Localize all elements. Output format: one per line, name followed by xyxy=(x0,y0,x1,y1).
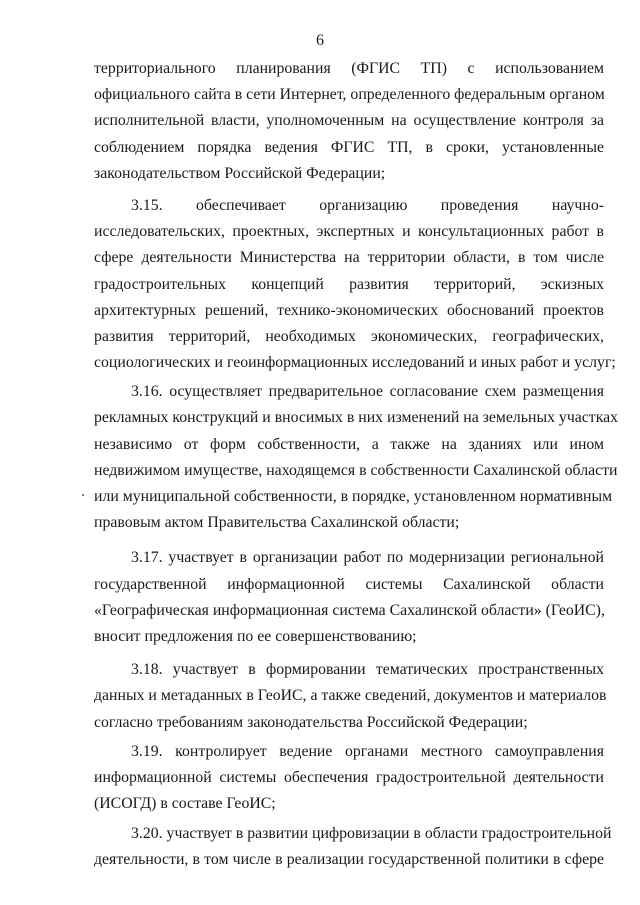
paragraph-3-15 xyxy=(94,193,616,376)
text-line: согласно требованиям законодательства Российской Федерации; xyxy=(94,713,528,731)
text-line: исследовательских, проектных, экспертных и консультационных работ в xyxy=(94,223,604,241)
paragraph-3-19 xyxy=(94,739,604,818)
text-line: территориального планирования (ФГИС ТП) с использованием xyxy=(94,60,604,77)
text-line: 3.15. обеспечивает организацию проведения научно- xyxy=(131,196,604,214)
text-line: сфере деятельности Министерства на территории области, в том числе xyxy=(94,249,604,267)
paragraph-3-18 xyxy=(94,657,607,736)
text-line: 3.18. участвует в формировании тематических пространственных xyxy=(131,661,604,679)
paragraph-3-20 xyxy=(94,821,612,873)
text-line: недвижимом имуществе, находящемся в собственности Сахалинской области xyxy=(94,461,618,479)
text-line: или муниципальной собственности, в порядке, установленном нормативным xyxy=(94,488,613,505)
paragraph-3-17 xyxy=(94,545,604,650)
text-line: 3.17. участвует в организации работ по модернизации региональной xyxy=(131,549,604,567)
text-line: деятельности, в том числе в реализации государственной политики в сфере xyxy=(94,851,604,869)
text-line: социологических и геоинформационных исследований и иных работ и услуг; xyxy=(94,354,616,372)
scan-speck xyxy=(82,494,84,496)
text-line: данных и метаданных в ГеоИС, а также сведений, документов и материалов xyxy=(94,687,607,705)
paragraph-3-16 xyxy=(94,379,619,536)
text-line: 3.20. участвует в развитии цифровизации в области градостроительной xyxy=(131,825,612,843)
text-line: вносит предложения по ее совершенствованию; xyxy=(94,627,417,645)
text-line: исполнительной власти, уполномоченным на осуществление контроля за xyxy=(94,112,604,130)
text-line: архитектурных решений, технико-экономических обоснований проектов xyxy=(94,301,604,319)
text-line: рекламных конструкций и вносимых в них изменений на земельных участках xyxy=(94,409,619,427)
text-line: 3.19. контролирует ведение органами местного самоуправления xyxy=(131,742,604,760)
text-line: соблюдением порядка ведения ФГИС ТП, в сроки, установленные xyxy=(94,138,604,156)
text-line: независимо от форм собственности, а также на зданиях или ином xyxy=(94,435,604,453)
text-line: градостроительных концепций развития территорий, эскизных xyxy=(94,275,604,293)
text-line: государственной информационной системы Сахалинской области xyxy=(94,575,604,593)
text-line: законодательством Российской Федерации; xyxy=(94,164,386,182)
text-line: официального сайта в сети Интернет, определенного федеральным органом xyxy=(94,86,605,104)
page-number: 6 xyxy=(316,32,324,49)
text-line: (ИСОГД) в составе ГеоИС; xyxy=(94,795,276,813)
text-line: «Географическая информационная система Сахалинской области» (ГеоИС), xyxy=(94,601,605,619)
text-line: 3.16. осуществляет предварительное согласование схем размещения xyxy=(131,383,604,401)
document-body xyxy=(94,56,619,874)
paragraph-continuation xyxy=(94,56,604,187)
text-line: правовым актом Правительства Сахалинской области; xyxy=(94,514,460,532)
text-line: информационной системы обеспечения градостроительной деятельности xyxy=(94,768,604,786)
text-line: развития территорий, необходимых экономических, географических, xyxy=(94,327,604,345)
